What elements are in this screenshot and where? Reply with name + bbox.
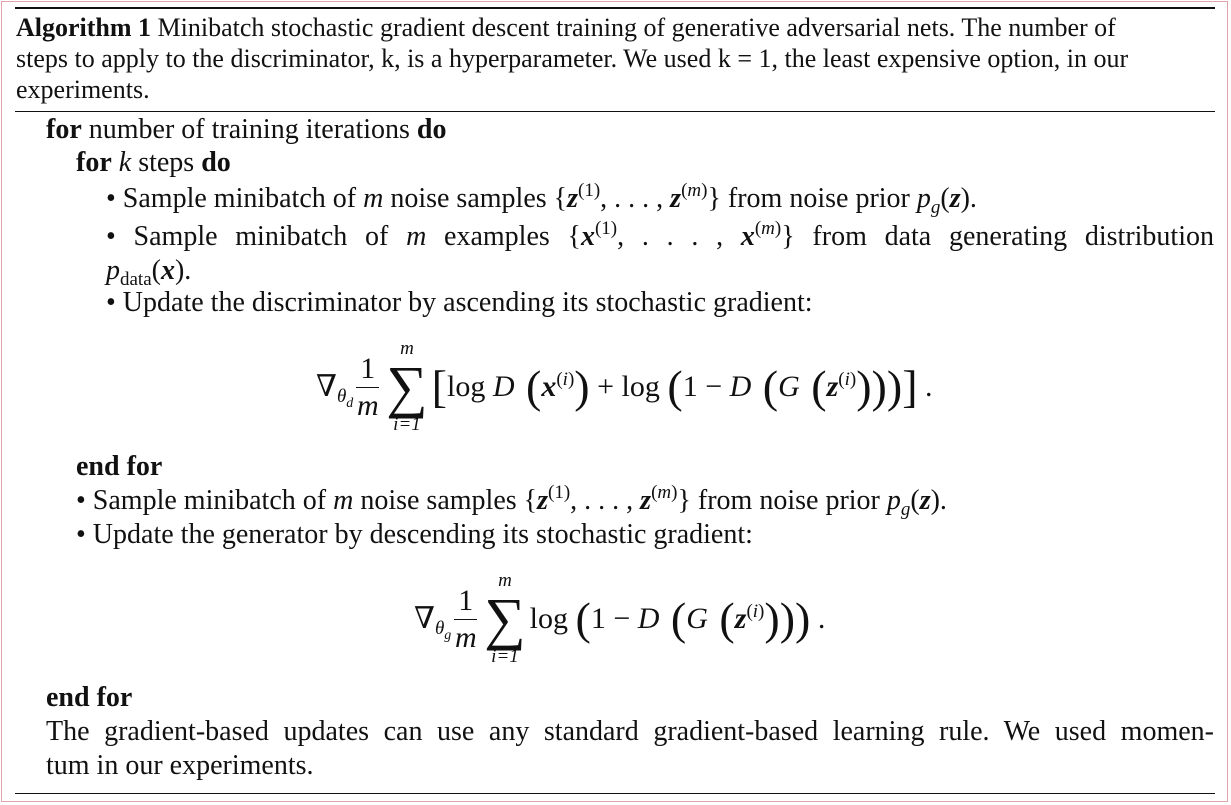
inner-for-text: steps [131,147,202,178]
update-generator-step: • Update the generator by descending its stochastic gradient: [76,519,753,550]
outer-for-line [46,113,446,147]
update-discriminator-step: • Update the discriminator by ascending its stochastic gradient: [106,287,813,318]
data-distribution: $p_{data}(x)$. [106,255,192,290]
keyword-do: do [201,147,231,178]
algorithm-label: Algorithm 1 [16,13,152,42]
generator-gradient-equation: $\nabla_{\theta_g}$ $\frac{1}{m}$ m ∑ i=1 log (1 − D (G $(z^{(i)})$)) . [414,570,826,667]
keyword-do: do [416,114,447,145]
caption-line-2: steps to apply to the discriminator, k, is a hyperparameter. We used k = 1, the least expensive option, in our [16,44,1129,73]
inner-for-line [76,146,231,180]
outer-for-text: number of training iterations [81,114,417,145]
sample-data-step: • Sample minibatch of m examples {$x^{(1)}$, . . . , $x^{(m)}$} from data generating distribution [106,218,1214,252]
caption-rule [15,111,1215,112]
caption-line-1: Minibatch stochastic gradient descent training of generative adversarial nets. The number of [157,13,1116,42]
keyword-for: for [46,114,82,145]
var-k: k [118,147,132,178]
footer-line-2: tum in our experiments. [46,750,314,781]
bottom-rule [15,793,1215,794]
end-for-inner: end for [76,451,163,482]
gen-sample-noise-step: • Sample minibatch of m noise samples {$z^{(1)}$, . . . , $z^{(m)}$} from noise prior $p_g(z)$. [76,482,947,520]
footer-line-1: The gradient-based updates can use any standard gradient-based learning rule. We used momen- [46,716,1214,747]
algorithm-caption [16,12,1214,105]
keyword-for: for [76,147,112,178]
caption-line-3: experiments. [16,75,150,104]
top-rule [15,7,1215,9]
sample-noise-step: • Sample minibatch of m noise samples {$z^{(1)}$, . . . , $z^{(m)}$} from noise prior $p_g(z)$. [106,180,977,218]
discriminator-gradient-equation: $\nabla_{\theta_d}$ $\frac{1}{m}$ m ∑ i=1 [log D $(x^{(i)}) + \log (1 - D$ (G $(z^{(i)})$))] . [316,338,933,435]
data-set: {$x^{(1)}$, . . . , $x^{(m)}$} [567,218,795,252]
end-for-outer: end for [46,682,133,713]
noise-set: {$z^{(1)}$, . . . , $z^{(m)}$} [523,482,691,516]
noise-set: {$z^{(1)}$, . . . , $z^{(m)}$} [553,180,721,214]
